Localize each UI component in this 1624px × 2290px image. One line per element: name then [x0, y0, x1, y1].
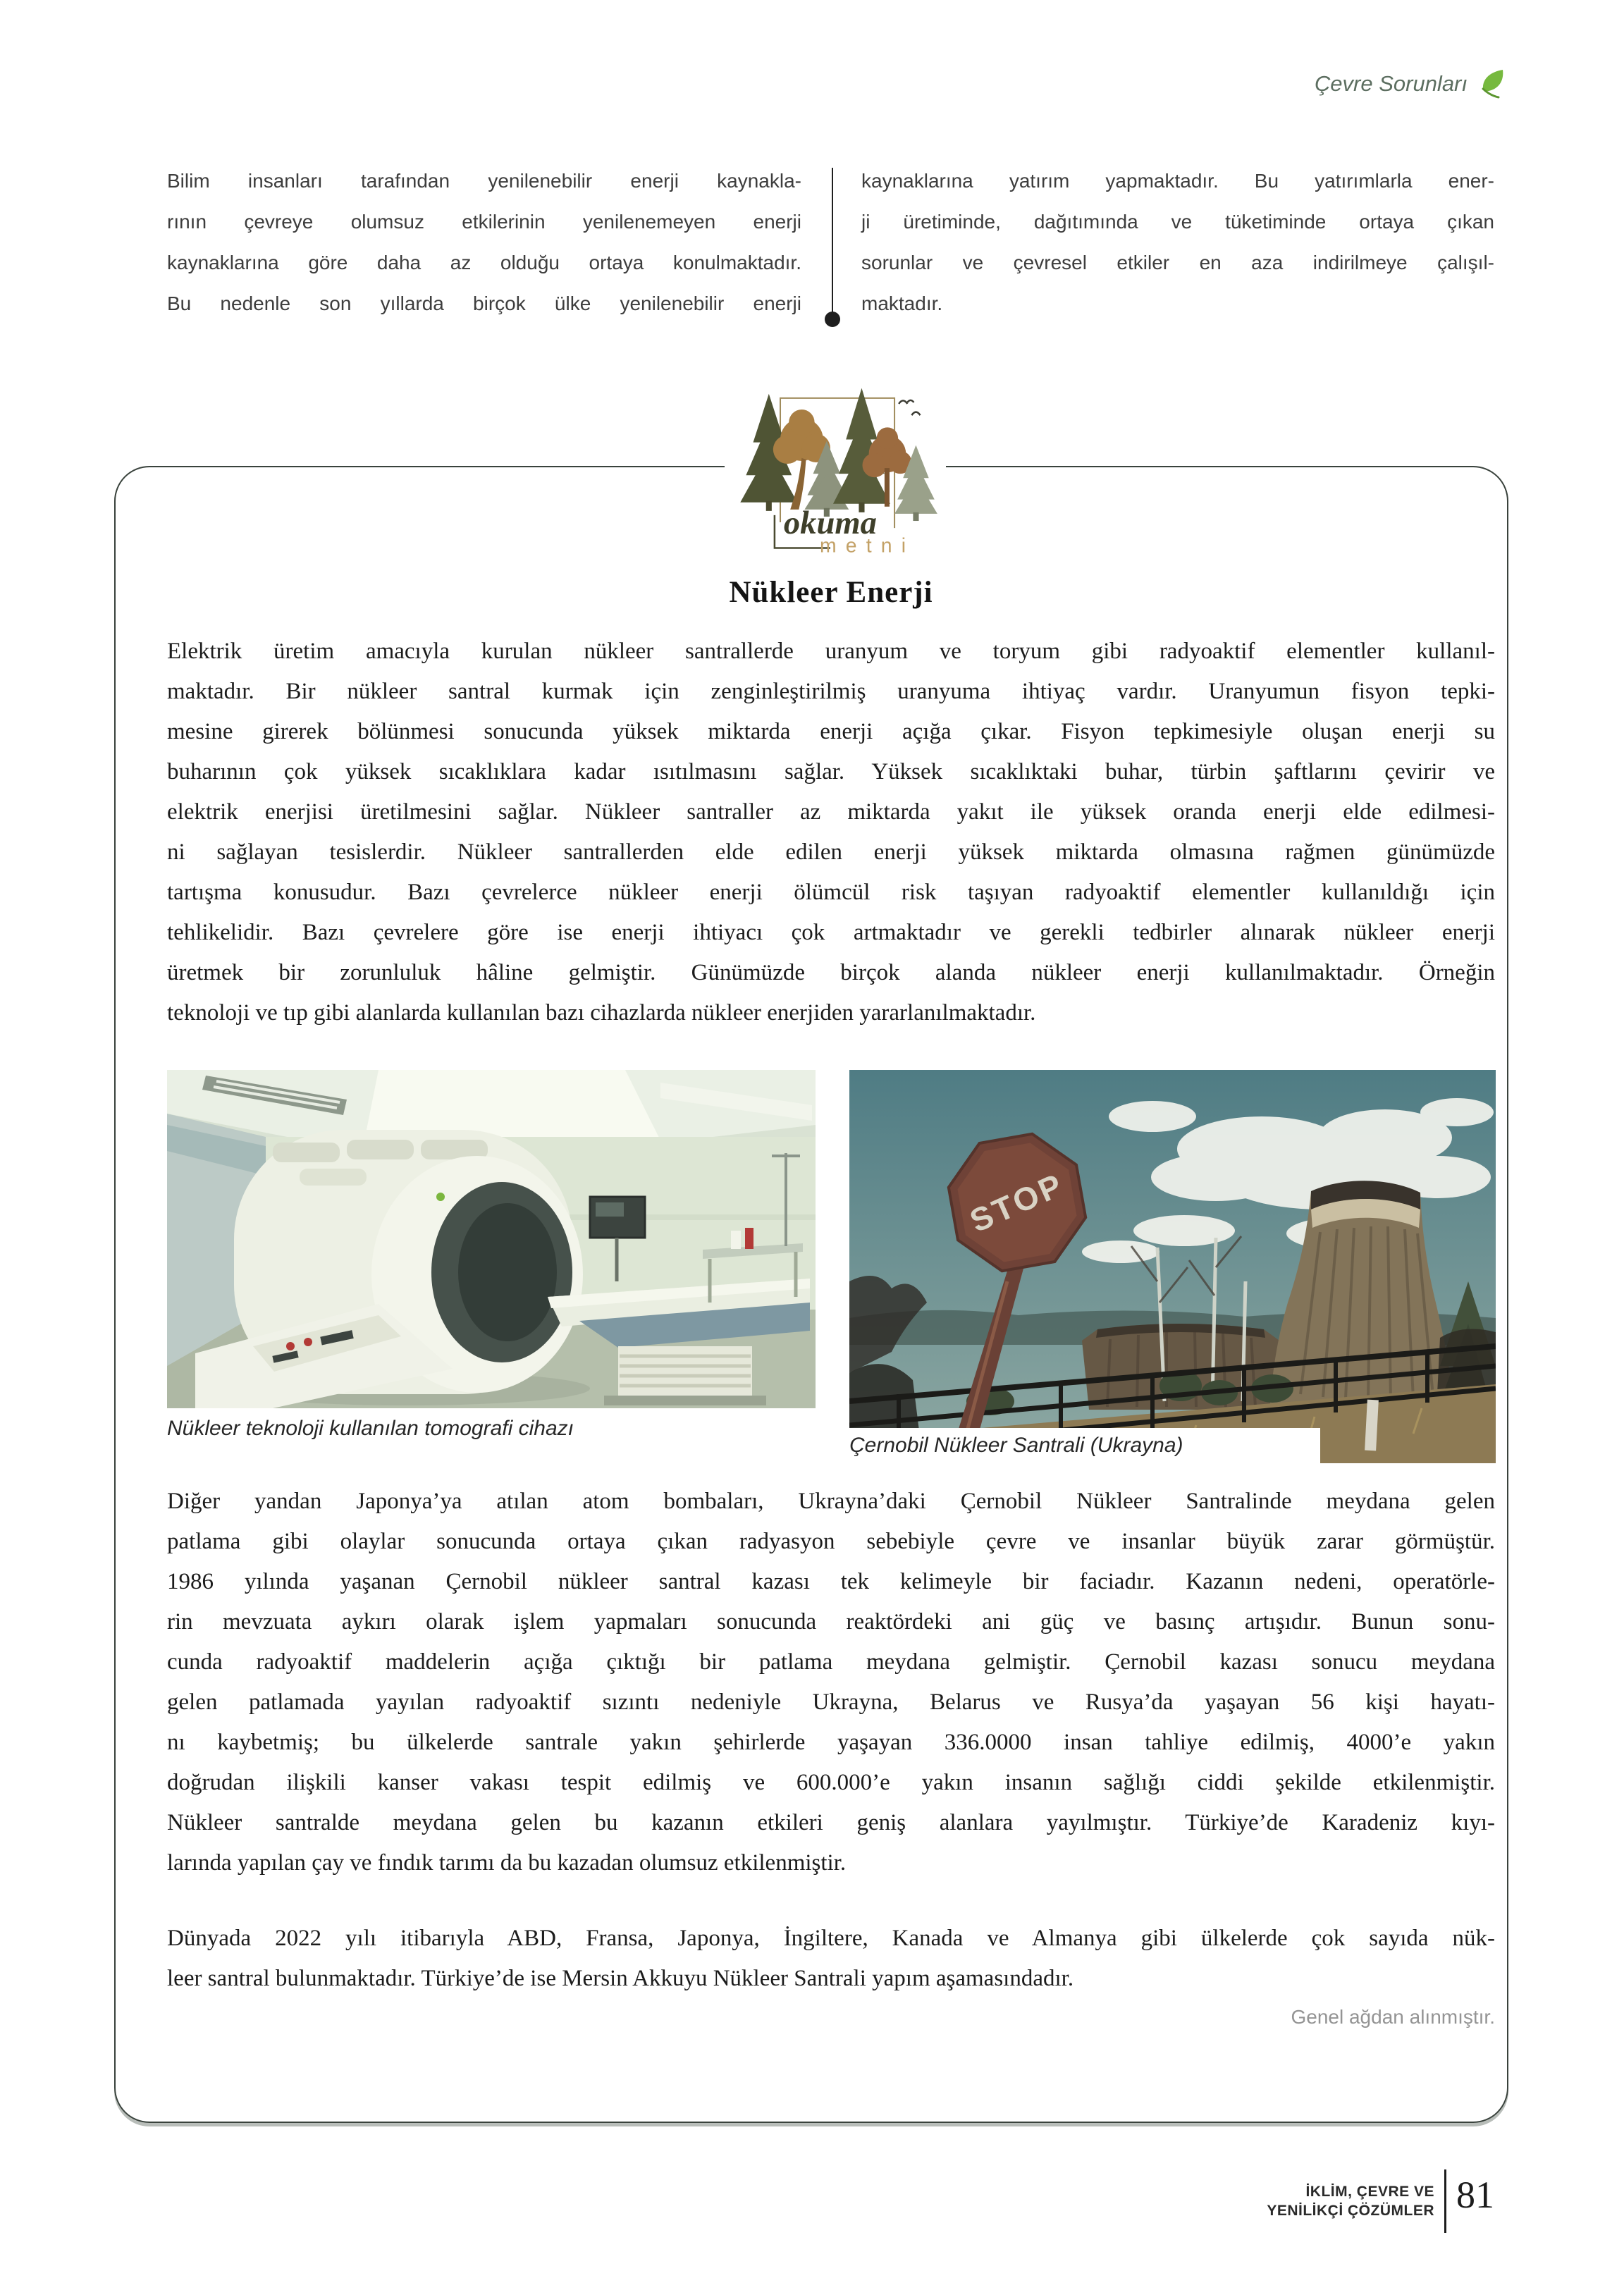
passage-paragraph-1	[167, 632, 1495, 1033]
caption-band	[849, 1428, 1320, 1463]
page-number: 81	[1456, 2174, 1494, 2216]
figure-chernobyl	[849, 1070, 1496, 1463]
logo-word-metni: metni	[819, 534, 916, 554]
series-line-1: İKLİM, ÇEVRE VE	[1305, 2184, 1434, 2200]
source-note: Genel ağdan alınmıştır.	[1291, 2006, 1495, 2028]
chernobyl-photo	[849, 1070, 1496, 1463]
page-footer	[1128, 2169, 1494, 2233]
text-line: Diğer yandan Japonya’ya atılan atom bombaları, Ukrayna’daki Çernobil Nükleer Santralinde meydana gelen	[167, 1489, 1495, 1514]
figure-caption-left: Nükleer teknoloji kullanılan tomografi cihazı	[167, 1412, 591, 1445]
figure-caption-right: Çernobil Nükleer Santrali (Ukrayna)	[849, 1434, 1183, 1457]
leaf-icon	[1477, 68, 1510, 100]
birds-icon	[899, 400, 920, 415]
text-line: Nükleer santralde meydana gelen bu kazanın etkileri geniş alanlara yayılmıştır. Türkiye’de Karadeniz kıyı-	[167, 1810, 1495, 1835]
text-line: 1986 yılında yaşanan Çernobil nükleer santral kazası tek kelimeyle bir faciadır. Kazanın nedeni, operatörle-	[167, 1569, 1495, 1594]
okuma-metni-logo	[725, 374, 946, 554]
text-line: kaynaklarına göre daha az olduğu ortaya konulmaktadır.	[167, 252, 801, 273]
passage-paragraph-2	[167, 1482, 1495, 1883]
text-line: nı kaybetmiş; bu ülkelerde santrale yakın şehirlerde yaşayan 336.0000 insan tahliye edilmiş, 4000’e yakın	[167, 1730, 1495, 1755]
text-line: tartışma konusudur. Bazı çevrelerce nükleer enerji ölümcül risk taşıyan radyoaktif elementler kullanıldığı için	[167, 880, 1495, 905]
footer-divider	[1444, 2169, 1446, 2233]
text-line: maktadır.	[861, 293, 943, 314]
text-line: Elektrik üretim amacıyla kurulan nükleer santrallerde uranyum ve toryum gibi radyoaktif elementler kullanıl-	[167, 639, 1495, 664]
text-line: kaynaklarına yatırım yapmaktadır. Bu yatırımlarla ener-	[861, 170, 1494, 192]
text-line: larında yapılan çay ve fındık tarımı da bu kazadan olumsuz etkilenmiştir.	[167, 1850, 847, 1876]
forest-logo-icon	[725, 374, 946, 554]
chapter-header	[1315, 68, 1510, 100]
column-divider-dot	[825, 312, 840, 327]
text-line: Dünyada 2022 yılı itibarıyla ABD, Fransa, Japonya, İngiltere, Kanada ve Almanya gibi ülkelerde çok sayıda nük-	[167, 1926, 1495, 1951]
text-line: teknoloji ve tıp gibi alanlarda kullanılan bazı cihazlarda nükleer enerjiden yararlanılmaktadır.	[167, 1000, 1036, 1026]
text-line: ni sağlayan tesislerdir. Nükleer santrallerden elde edilen enerji yüksek miktarda olmasına rağmen günümüzde	[167, 839, 1495, 865]
text-line: tehlikelidir. Bazı çevrelere göre ise enerji ihtiyacı çok artmaktadır ve gerekli tedbirler alınarak nükleer enerji	[167, 920, 1495, 945]
series-line-2: YENİLİKÇİ ÇÖZÜMLER	[1267, 2203, 1434, 2219]
chapter-title: Çevre Sorunları	[1314, 71, 1468, 96]
text-line: leer santral bulunmaktadır. Türkiye’de ise Mersin Akkuyu Nükleer Santrali yapım aşamasındadır.	[167, 1966, 1074, 1991]
text-line: sorunlar ve çevresel etkiler en aza indirilmeye çalışıl-	[861, 252, 1494, 273]
stop-sign-text: STOP	[964, 1165, 1070, 1240]
text-line: patlama gibi olaylar sonucunda ortaya çıkan radyasyon sebebiyle çevre ve insanlar büyük zarar görmüştür.	[167, 1529, 1495, 1554]
text-line: elektrik enerjisi üretilmesini sağlar. Nükleer santraller az miktarda yakıt ile yüksek oranda enerji elde edilmesi-	[167, 799, 1495, 825]
text-line: Bu nedenle son yıllarda birçok ülke yenilenebilir enerji	[167, 293, 801, 314]
ct-scanner-photo	[167, 1070, 816, 1408]
text-line: maktadır. Bir nükleer santral kurmak için zenginleştirilmiş uranyuma ihtiyaç vardır. Uranyumun fisyon tepki-	[167, 679, 1495, 704]
text-line: gelen patlamada yayılan radyoaktif sızıntı nedeniyle Ukrayna, Belarus ve Rusya’da yaşayan 56 kişi hayatı-	[167, 1689, 1495, 1715]
passage-paragraph-3	[167, 1919, 1495, 1999]
text-line: ji üretiminde, dağıtımında ve tüketiminde ortaya çıkan	[861, 211, 1494, 233]
intro-column-right	[861, 161, 1494, 324]
column-divider-line	[832, 168, 833, 314]
text-line: rin mevzuata aykırı olarak işlem yapmaları sonucunda reaktördeki ani güç ve basınç artışıdır. Bunun sonu-	[167, 1609, 1495, 1635]
text-line: doğrudan ilişkili kanser vakası tespit edilmiş ve 600.000’e yakın insanın sağlığı ciddi şekilde etkilenmiştir.	[167, 1770, 1495, 1795]
book-series-title	[1267, 2182, 1434, 2220]
text-line: rının çevreye olumsuz etkilerinin yenilenemeyen enerji	[167, 211, 801, 233]
text-line: üretmek bir zorunluluk hâline gelmiştir. Günümüzde birçok alanda nükleer enerji kullanılmaktadır. Örneğin	[167, 960, 1495, 985]
text-line: mesine girerek bölünmesi sonucunda yüksek miktarda enerji açığa çıkar. Fisyon tepkimesiyle oluşan enerji su	[167, 719, 1495, 744]
text-line: Bilim insanları tarafından yenilenebilir enerji kaynakla-	[167, 170, 801, 192]
passage-title: Nükleer Enerji	[729, 576, 933, 609]
text-line: cunda radyoaktif maddelerin açığa çıktığı bir patlama meydana gelmiştir. Çernobil kazası sonucu meydana	[167, 1649, 1495, 1675]
intro-column-left	[167, 161, 801, 324]
figure-ct-scanner	[167, 1070, 816, 1408]
text-line: buharının çok yüksek sıcaklıklara kadar ısıtılmasını sağlar. Yüksek sıcaklıktaki buhar, türbin şaftlarını çevirir ve	[167, 759, 1495, 784]
logo-word-okuma: okuma	[783, 505, 877, 542]
